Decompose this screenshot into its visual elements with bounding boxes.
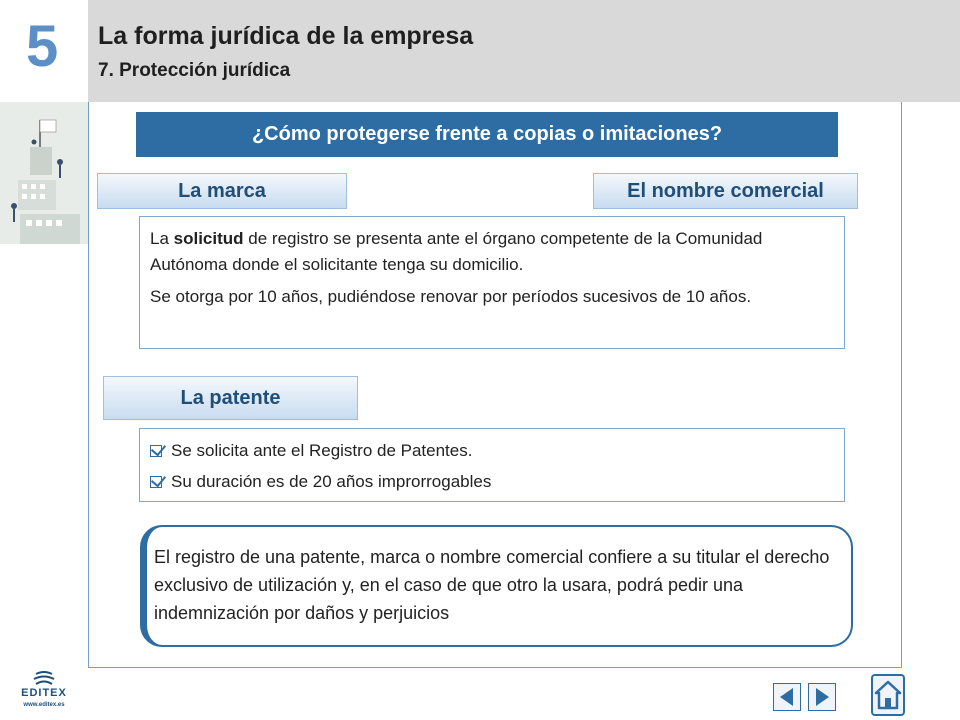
decorative-image <box>0 102 88 244</box>
registro-info-box <box>139 216 845 349</box>
patente-info-box <box>139 428 845 502</box>
list-item <box>150 466 834 497</box>
tab-la-patente[interactable]: La patente <box>103 376 358 420</box>
question-banner: ¿Cómo protegerse frente a copias o imitaciones? <box>136 112 838 157</box>
triangle-left-icon <box>774 684 800 710</box>
text-fragment: La <box>150 229 174 248</box>
triangle-right-icon <box>809 684 835 710</box>
conclusion-box: El registro de una patente, marca o nombre comercial confiere a su titular el derecho exclusivo de utilización y, en el caso de que otro la usara, podrá pedir una indemnización por daños y perjuicios <box>140 525 853 647</box>
checkbox-bullet-icon <box>150 476 162 488</box>
next-button[interactable] <box>808 683 836 711</box>
bold-keyword: solicitud <box>173 229 244 248</box>
tab-la-marca[interactable]: La marca <box>97 173 347 209</box>
header-band <box>88 0 960 102</box>
previous-button[interactable] <box>773 683 801 711</box>
editex-logo <box>14 670 74 715</box>
checkbox-bullet-icon <box>150 445 162 457</box>
logo-text: EDITEX <box>21 687 67 699</box>
list-item-text: Su duración es de 20 años improrrogables <box>171 471 492 491</box>
registro-paragraph-1 <box>150 226 834 278</box>
text-fragment: de registro se presenta ante el órgano competente de la Comunidad Autónoma donde el solicitante tenga su domicilio. <box>150 229 763 274</box>
tab-nombre-comercial[interactable]: El nombre comercial <box>593 173 858 209</box>
chapter-number: 5 <box>26 14 59 79</box>
page-subtitle: 7. Protección jurídica <box>98 60 291 81</box>
registro-paragraph-2: Se otorga por 10 años, pudiéndose renovar por períodos sucesivos de 10 años. <box>150 287 752 306</box>
logo-url: www.editex.es <box>23 702 65 708</box>
home-icon <box>873 676 903 714</box>
list-item <box>150 435 834 466</box>
page-title: La forma jurídica de la empresa <box>98 22 474 50</box>
list-item-text: Se solicita ante el Registro de Patentes. <box>171 440 473 460</box>
home-button[interactable] <box>871 674 905 716</box>
